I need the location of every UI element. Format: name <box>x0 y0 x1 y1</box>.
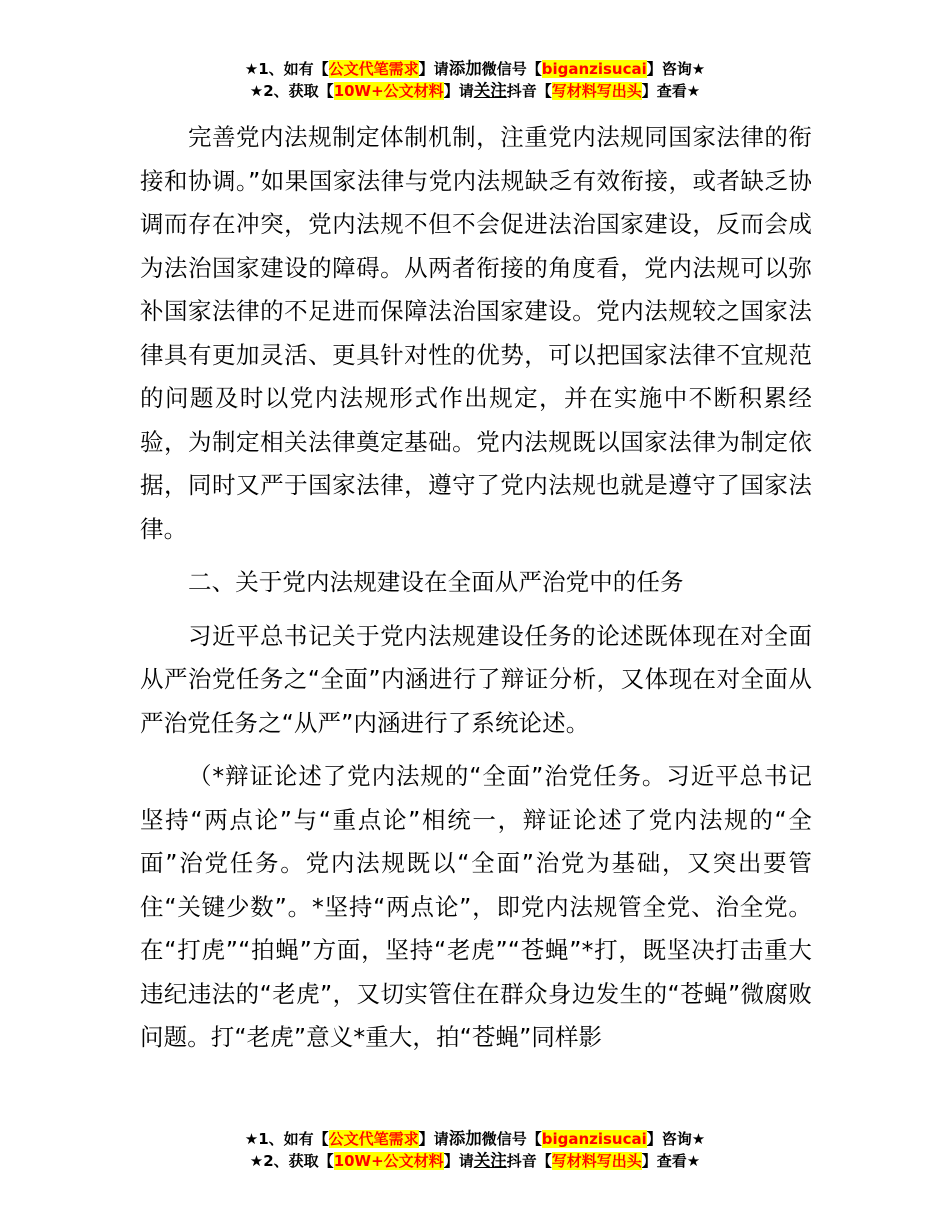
footer-line1-highlight-1: 公文代笔需求 <box>328 1130 419 1148</box>
section-heading: 二、关于党内法规建设在全面从严治党中的任务 <box>188 568 684 596</box>
header-line2-mid-1: 】请 <box>443 82 474 100</box>
header-line1-suffix: 】咨询★ <box>646 60 706 78</box>
footer-line1-mid-1: 】请 <box>418 1130 449 1148</box>
header-line-1 <box>0 58 950 80</box>
header-line1-mid-2: 微信号【 <box>481 60 542 78</box>
footer-line2-prefix: ★2、获取【 <box>249 1152 334 1170</box>
header-line1-highlight-1: 公文代笔需求 <box>328 60 419 78</box>
footer-banner <box>0 1128 950 1172</box>
header-line1-highlight-2: biganzisucai <box>541 60 647 78</box>
footer-line1-mid-2: 微信号【 <box>481 1130 542 1148</box>
body-paragraph: 完善党内法规制定体制机制，注重党内法规同国家法律的衔接和协调。”如果国家法律与党内法规缺乏有效衔接，或者缺乏协调而存在冲突，党内法规不但不会促进法治国家建设，反而会成为法治国家建设的障碍。从两者衔接的角度看，党内法规可以弥补国家法律的不足进而保障法治国家建设。党内法规较之国家法律具有更加灵活、更具针对性的优势，可以把国家法律不宜规范的问题及时以党内法规形式作出规定，并在实施中不断积累经验，为制定相关法律奠定基础。党内法规既以国家法律为制定依据，同时又严于国家法律，遵守了党内法规也就是遵守了国家法律。 <box>140 123 812 543</box>
header-line2-highlight-1: 10W+公文材料 <box>333 82 444 100</box>
header-line2-emphasis: 关注 <box>473 81 507 100</box>
footer-line1-highlight-2: biganzisucai <box>541 1130 647 1148</box>
document-body <box>140 116 812 1060</box>
header-line2-highlight-2: 写材料写出头 <box>551 82 642 100</box>
footer-line2-suffix: 】查看★ <box>641 1152 701 1170</box>
header-line-2 <box>0 80 950 102</box>
footer-line1-suffix: 】咨询★ <box>646 1130 706 1148</box>
footer-line1-prefix: ★1、如有【 <box>244 1130 329 1148</box>
body-paragraph: 习近平总书记关于党内法规建设任务的论述既体现在对全面从严治党任务之“全面”内涵进行了辩证分析，又体现在对全面从严治党任务之“从严”内涵进行了系统论述。 <box>140 621 812 737</box>
header-banner <box>0 58 950 102</box>
footer-line2-highlight-2: 写材料写出头 <box>551 1152 642 1170</box>
footer-line2-mid-1: 】请 <box>443 1152 474 1170</box>
footer-line1-emphasis: 添加 <box>448 1129 482 1148</box>
header-line2-prefix: ★2、获取【 <box>249 82 334 100</box>
footer-line2-highlight-1: 10W+公文材料 <box>333 1152 444 1170</box>
header-line2-suffix: 】查看★ <box>641 82 701 100</box>
body-paragraph: （*辩证论述了党内法规的“全面”治党任务。习近平总书记坚持“两点论”与“重点论”相统一，辩证论述了党内法规的“全面”治党任务。党内法规既以“全面”治党为基础，又突出要管住“关键少数”。*坚持“两点论”，即党内法规管全党、治全党。在“打虎”“拍蝇”方面，坚持“老虎”“苍蝇”*打，既坚决打击重大违纪违法的“老虎”，又切实管住在群众身边发生的“苍蝇”微腐败问题。打“老虎”意义*重大，拍“苍蝇”同样影 <box>140 762 812 1051</box>
footer-line-2 <box>0 1150 950 1172</box>
header-line2-mid-2: 抖音【 <box>506 82 552 100</box>
header-line1-prefix: ★1、如有【 <box>244 60 329 78</box>
header-line1-emphasis: 添加 <box>448 59 482 78</box>
footer-line2-emphasis: 关注 <box>473 1151 507 1170</box>
footer-line-1 <box>0 1128 950 1150</box>
footer-line2-mid-2: 抖音【 <box>506 1152 552 1170</box>
header-line1-mid-1: 】请 <box>418 60 449 78</box>
